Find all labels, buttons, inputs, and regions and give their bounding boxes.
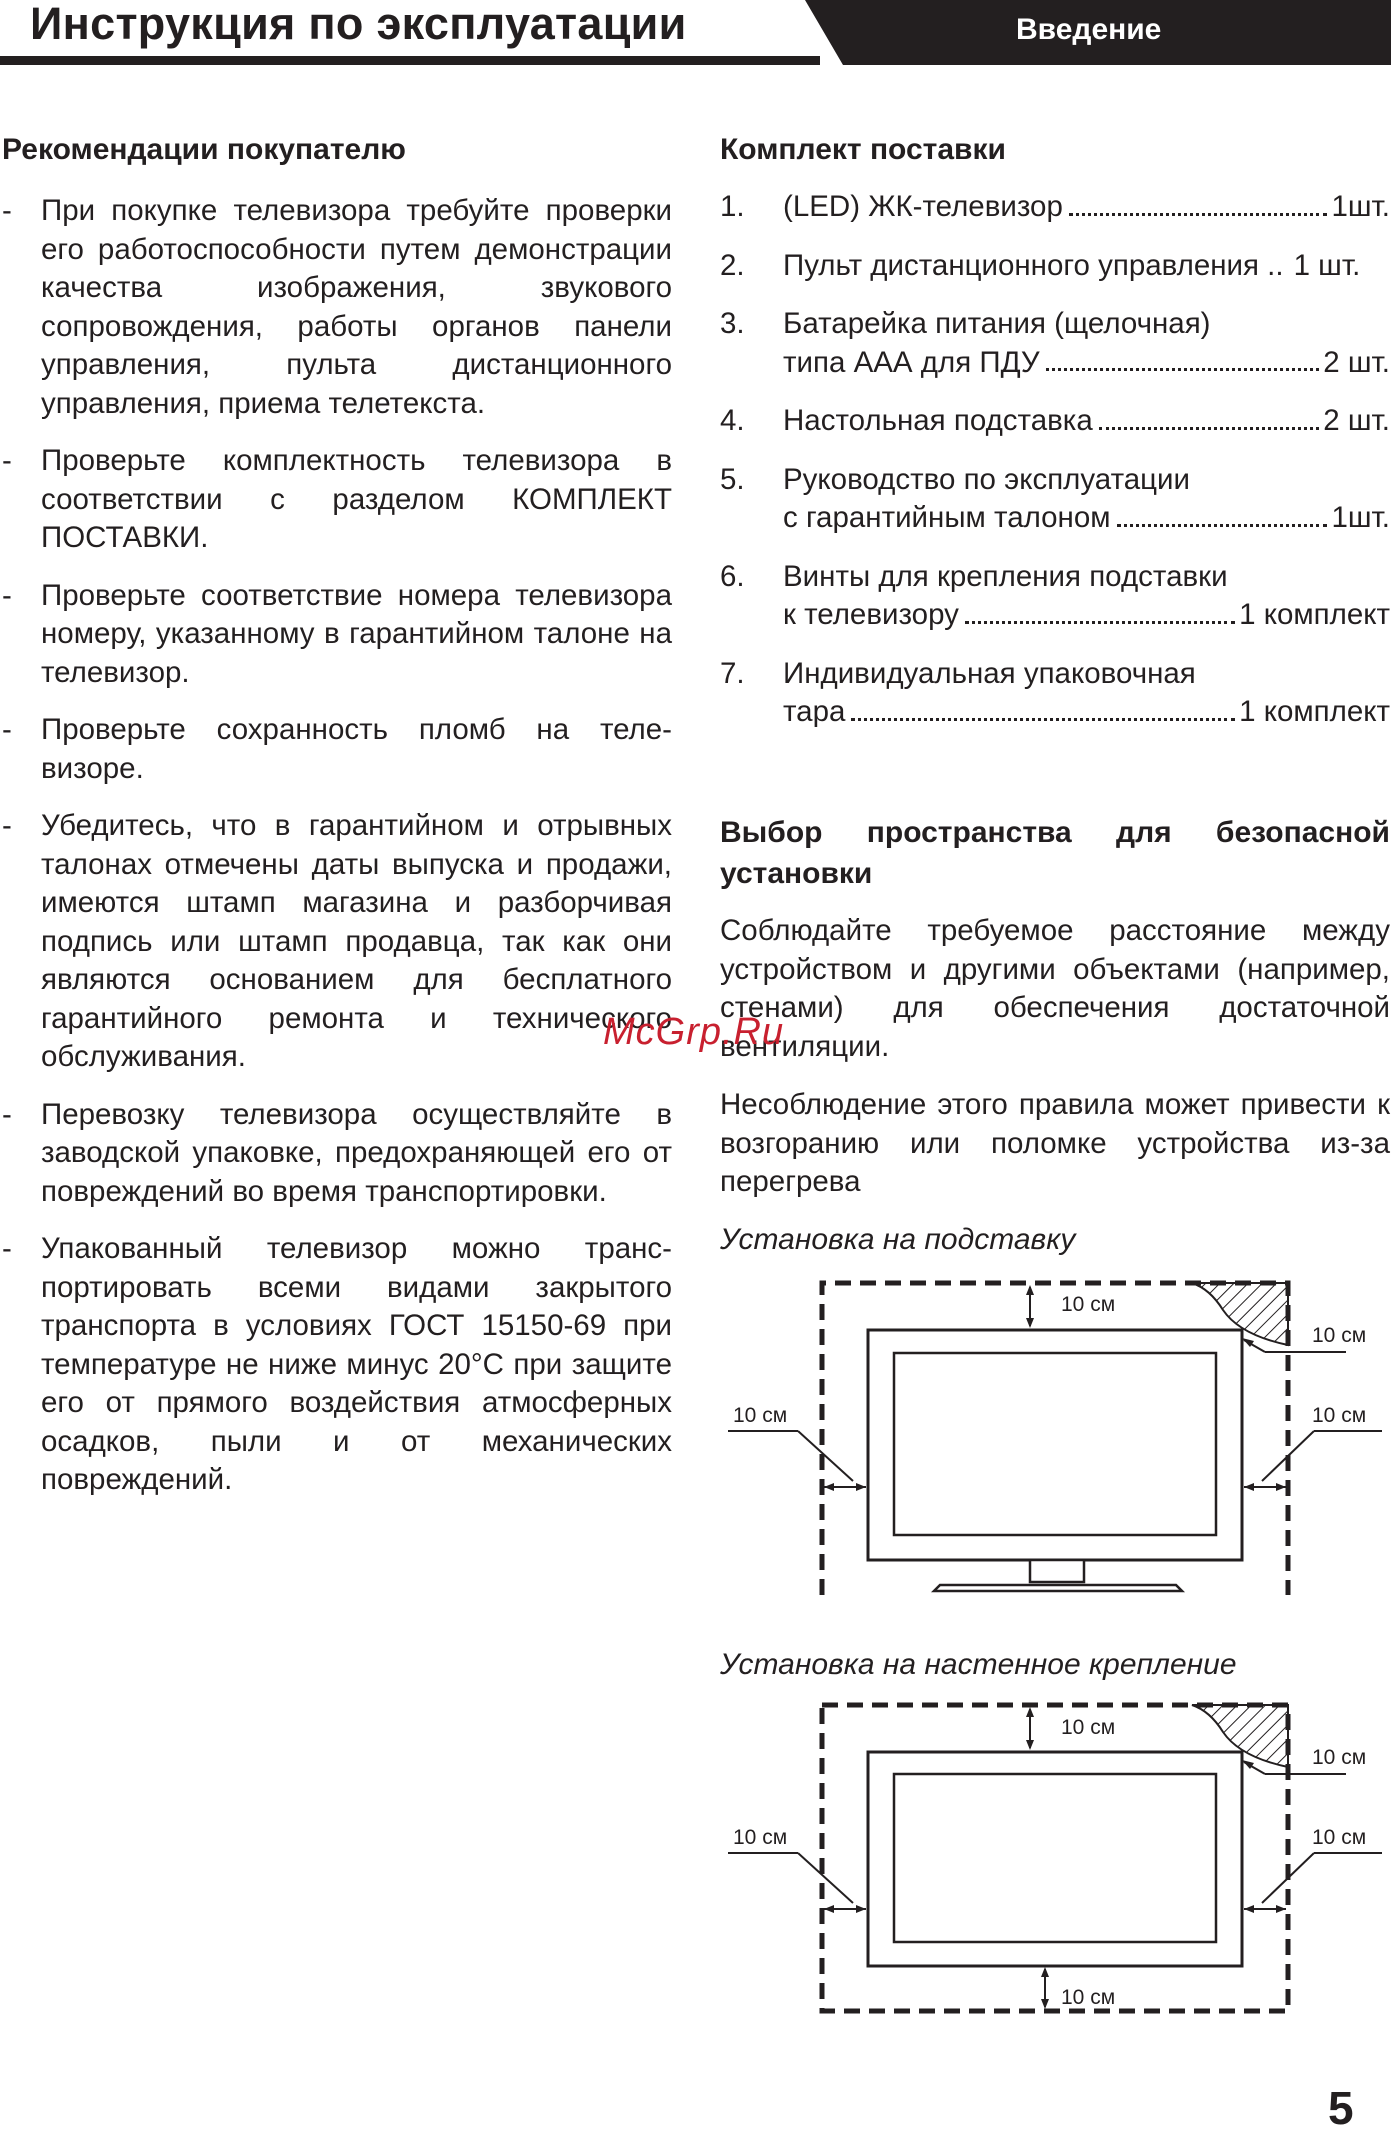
kit-list bbox=[720, 188, 1390, 752]
list-item: 5. Руководство по эксплуатации с гарантийным талоном 1шт. bbox=[720, 462, 1390, 534]
list-item: - Проверьте комплектность телевизора в соответствии с разделом КОМПЛЕКТ ПОСТАВКИ. bbox=[2, 444, 672, 554]
placement-heading: Выбор пространства для безопасной установки bbox=[720, 816, 1390, 890]
header-rule bbox=[0, 56, 820, 65]
placement-paragraph-2: Несоблюдение этого правила может привести к возгоранию или поломке устройства из-за перегрева bbox=[720, 1088, 1390, 1198]
tv-frame bbox=[868, 1330, 1242, 1560]
list-item: - Упакованный телевизор можно транспортировать всеми видами закрытого транспорта в условиях ГОСТ 15150-69 при температуре не ниже минус 20°С при защите его от прямого воздействия атмосферных осадков, пыли и от механических повреждений. bbox=[2, 1232, 672, 1496]
clearance-label-top: 10 см bbox=[1061, 1293, 1116, 1316]
page-title: Инструкция по эксплуатации bbox=[30, 0, 687, 49]
wall-caption: Установка на настенное крепление bbox=[720, 1648, 1237, 1681]
page-number: 5 bbox=[1328, 2082, 1354, 2134]
tv-frame bbox=[868, 1752, 1242, 1966]
list-item: 7. Индивидуальная упаковочная тара 1 комплект bbox=[720, 656, 1390, 728]
recommendations-heading: Рекомендации покупателю bbox=[2, 133, 406, 166]
list-item: - Перевозку телевизора осуществляйте в заводской упаковке, предохраняющей его от повреждений во время транспортировки. bbox=[2, 1097, 672, 1208]
watermark: McGrp.Ru bbox=[603, 1011, 785, 1053]
clearance-label-right: 10 см bbox=[1312, 1404, 1367, 1427]
list-item: 3. Батарейка питания (щелочная) типа ААА для ПДУ 2 шт. bbox=[720, 307, 1390, 379]
list-item: 4. Настольная подставка 2 шт. bbox=[720, 404, 1390, 437]
clearance-label-bottom: 10 см bbox=[1061, 1986, 1116, 2009]
list-item: - Убедитесь, что в гарантийном и отрывных талонах отмечены даты выпуска и продажи, имеются штамп магазина и разборчивая подпись или штамп продавца, так как они являются основанием для бесплатного гарантийного ремонта и технического обслуживания. bbox=[2, 809, 672, 1073]
clearance-label-top: 10 см bbox=[1061, 1716, 1116, 1739]
section-label: Введение bbox=[1016, 13, 1162, 46]
list-item: 6. Винты для крепления подставки к телевизору 1 комплект bbox=[720, 559, 1390, 631]
stand-caption: Установка на подставку bbox=[720, 1223, 1076, 1256]
list-item: - Проверьте соответствие номера телевизора номеру, указанному в гарантийном талоне на телевизор. bbox=[2, 578, 672, 689]
clearance-label-left: 10 см bbox=[733, 1826, 788, 1849]
clearance-label-top-right: 10 см bbox=[1312, 1324, 1367, 1347]
clearance-label-top-right: 10 см bbox=[1312, 1746, 1367, 1769]
stand-installation-diagram bbox=[700, 1265, 1391, 1615]
clearance-label-left: 10 см bbox=[733, 1404, 788, 1427]
recommendations-list bbox=[0, 192, 672, 1519]
clearance-label-right: 10 см bbox=[1312, 1826, 1367, 1849]
wall-installation-diagram bbox=[700, 1690, 1391, 2030]
list-item: 2. Пульт дистанционного управления .. 1 шт. bbox=[720, 248, 1361, 282]
list-item: - Проверьте сохранность пломб на телевизоре. bbox=[2, 713, 672, 785]
tv-stand bbox=[934, 1585, 1182, 1591]
placement-paragraph-1: Соблюдайте требуемое расстояние между устройством и другими объектами (например, стенами) для обеспечения достаточной вентиляции. bbox=[720, 914, 1390, 1063]
list-item: - При покупке телевизора требуйте проверки его работоспособности путем демонстрации качества изображения, звукового сопровождения, работы органов панели управления, пульта дистанционного управления, приема телетекста. bbox=[2, 194, 672, 420]
kit-heading: Комплект поставки bbox=[720, 133, 1006, 166]
list-item: 1. (LED) ЖК-телевизор 1шт. bbox=[720, 190, 1390, 223]
